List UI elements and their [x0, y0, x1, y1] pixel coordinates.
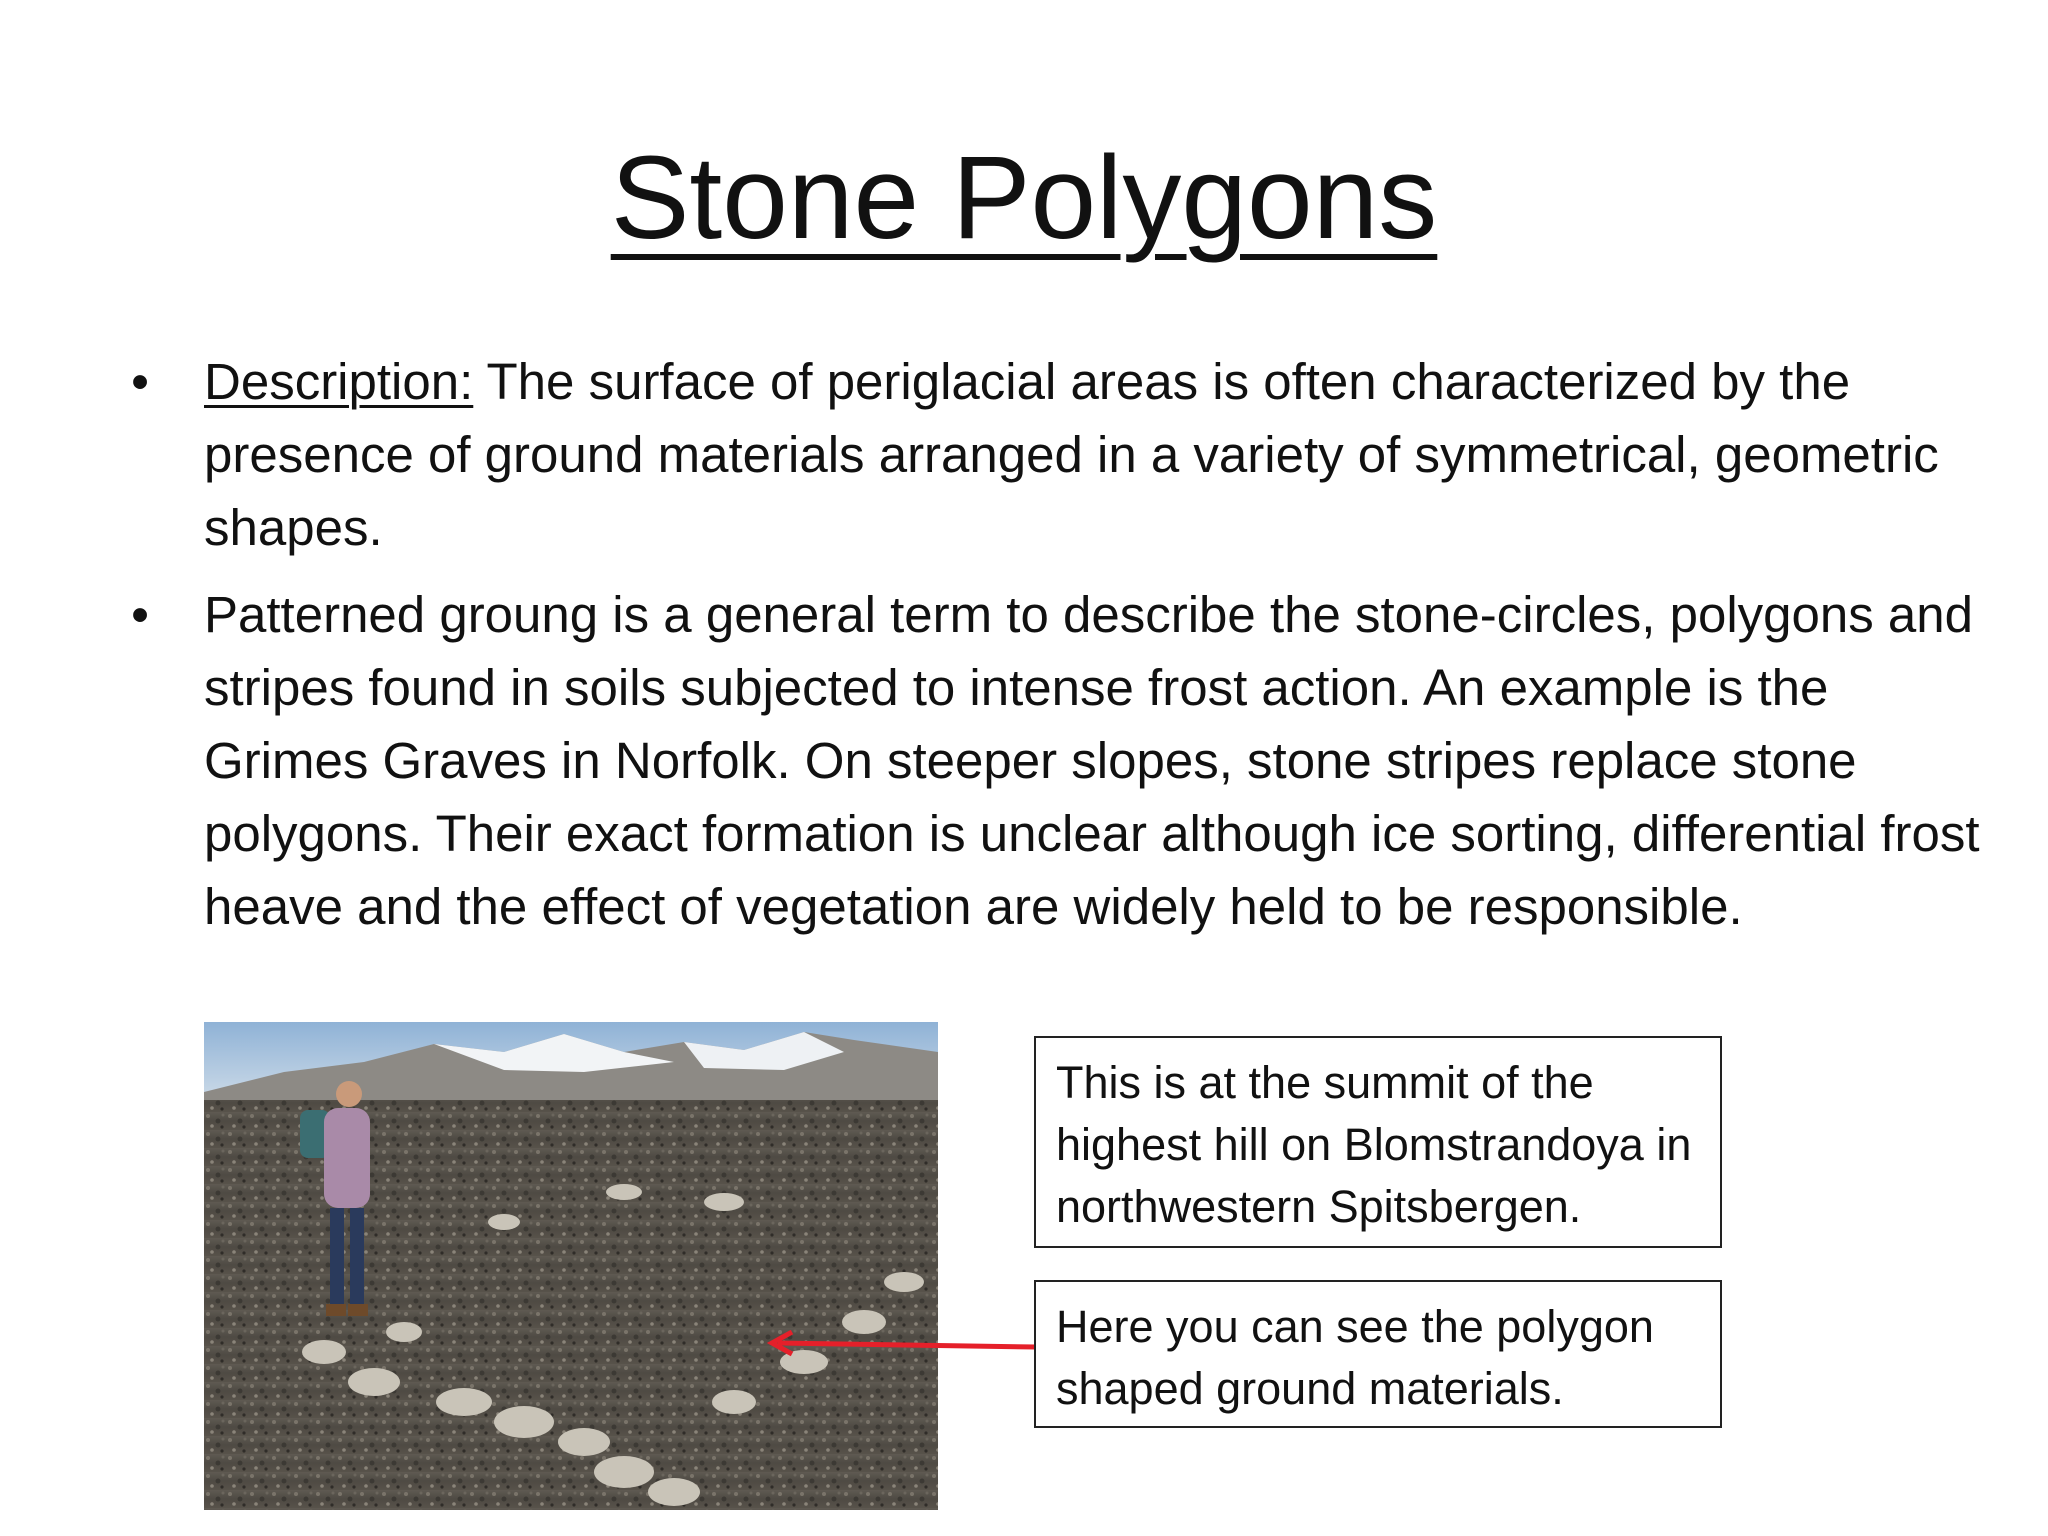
bullet-lead-label: Description: [204, 353, 474, 410]
slide-title [0, 128, 2048, 268]
callout-summit: This is at the summit of the highest hill on Blomstrandoya in northwestern Spitsbergen. [1034, 1036, 1722, 1248]
bullet-dot: • [131, 353, 149, 410]
bullet-description [120, 345, 1980, 564]
photo-illustration [204, 1022, 938, 1510]
callout-polygon: Here you can see the polygon shaped ground materials. [1034, 1280, 1722, 1428]
bullet-list [120, 345, 1980, 957]
stone-polygon-photo [204, 1022, 938, 1510]
bullet-dot: • [131, 586, 149, 643]
bullet-patterned-ground [120, 578, 1980, 943]
red-arrow [758, 1330, 1038, 1360]
bullet-text: The surface of periglacial areas is often characterized by the presence of ground materials arranged in a variety of symmetrical, geometric shapes. [204, 353, 1939, 556]
bullet-text: Patterned groung is a general term to describe the stone-circles, polygons and stripes found in soils subjected to intense frost action. An example is the Grimes Graves in Norfolk. On steeper slopes, stone stripes replace stone polygons. Their exact formation is unclear although ice sorting, differential frost heave and the effect of vegetation are widely held to be responsible. [204, 586, 1980, 935]
slide-title-text: Stone Polygons [610, 132, 1438, 264]
